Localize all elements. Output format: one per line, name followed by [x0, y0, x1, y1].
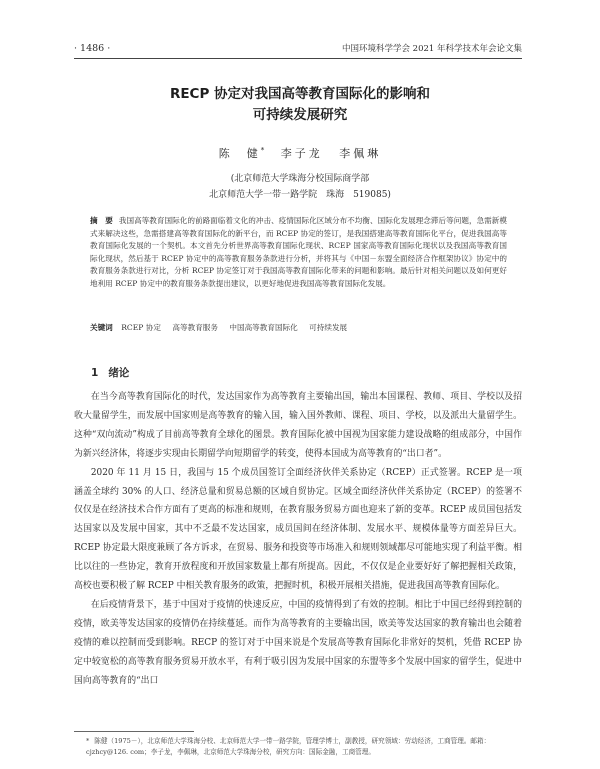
- abstract-label: 摘 要: [90, 216, 113, 225]
- paper-title-line-2: 可持续发展研究: [252, 107, 348, 123]
- page-number: · 1486 ·: [74, 43, 111, 54]
- keywords: [90, 322, 507, 334]
- keywords-label: 关键词: [90, 323, 113, 332]
- keyword: 中国高等教育国际化: [229, 323, 298, 332]
- affiliation-line-2: 北京师范大学一带一路学院 珠海 519085): [209, 190, 391, 200]
- keyword: RCEP 协定: [121, 323, 161, 332]
- running-header: [74, 41, 522, 57]
- section-heading: [91, 365, 129, 380]
- body-text: [74, 388, 522, 691]
- keyword: 可持续发展: [309, 323, 348, 332]
- abstract-text: 我国高等教育国际化的前路面临着文化的冲击、疫情国际化区域分布不均衡、国际化发展理念滞后等问题，急需新模式来解决这些，急需搭建高等教育国际化的新平台，而 RCEP 协定的签订，是我国搭建高等教育国际化平台，促进我国高等教育国际化发展的一个契机。本文首先分析世界高等教育国际化现状、RCEP 国家高等教育国际化现状以及我国高等教育国际化现状，然后基于 RCEP 协定中的高等教育服务条款进行分析，并将其与《中国－东盟全面经济合作框架协议》协定中的教育服务条款进行对比，分析 RCEP 协定签订对于我国高等教育国际化带来的问题和影响。最后针对相关问题以及如何更好地利用 RCEP 协定中的教育服务条款提出建议，以更好地促进我国高等教育国际化发展。: [90, 216, 508, 288]
- section-title: 绪论: [108, 367, 130, 379]
- abstract: [90, 215, 507, 291]
- footnote-mark: *: [86, 737, 90, 745]
- paper-title-line-1: RECP 协定对我国高等教育国际化的影响和: [169, 86, 431, 102]
- footnote: [86, 736, 520, 758]
- keyword: 高等教育服务: [172, 323, 218, 332]
- header-rule: [74, 58, 522, 59]
- footnote-text: 陈健（1975－），北京师范大学珠海分校、北京师范大学一带一路学院，管理学博士，副教授，研究领域：劳动经济，工商管理。邮箱：cjzhcy@126. com；李子龙，李佩琳，北京师范大学珠海分校，研究方向：国际金融，工商管理。: [86, 737, 491, 756]
- affiliation-line-1: (北京师范大学珠海分校国际商学部: [230, 174, 370, 184]
- author-list: [80, 145, 520, 161]
- section-number: 1: [91, 367, 99, 379]
- author-3: 李佩琳: [339, 147, 382, 160]
- author-2: 李子龙: [280, 147, 323, 160]
- journal-title: 中国环境科学学会 2021 年科学技术年会论文集: [341, 44, 522, 54]
- author-1-footnote-mark: *: [260, 146, 265, 155]
- author-1: 陈 健: [218, 147, 261, 160]
- paragraph: 在后疫情背景下，基于中国对于疫情的快速反应，中国的疫情得到了有效的控制。相比于中国已经得到控制的疫情，欧美等发达国家的疫情仍在持续蔓延。而作为高等教育的主要输出国，欧美等发达国家的教育输出也会随着疫情的难以控制而受到影响。RECP 的签订对于中国来说是个发展高等教育国际化非常好的契机，凭借 RCEP 协定中较宽松的高等教育服务贸易开放水平，有利于吸引因为发展中国家的东盟等多个发展中国家的留学生，促进中国向高等教育的“出口: [74, 599, 522, 686]
- paragraph: 在当今高等教育国际化的时代，发达国家作为高等教育主要输出国，输出本国课程、教师、项目、学校以及招收大量留学生，而发展中国家则是高等教育的输入国，输入国外教师、课程、项目、学校，以及派出大量留学生。这种“双向流动”构成了目前高等教育全球化的图景。教育国际化被中国视为国家能力建设战略的组成部分，中国作为新兴经济体，将逐步实现由长期留学向短期留学的转变，使得本国成为高等教育的“出口者”。: [74, 392, 522, 459]
- footnote-rule: [74, 731, 194, 732]
- paragraph: 2020 年 11 月 15 日，我国与 15 个成员国签订全面经济伙伴关系协定（RCEP）正式签署。RCEP 是一项涵盖全球约 30% 的人口、经济总量和贸易总额的区域自贸协定。区域全面经济伙伴关系协定（RCEP）的签署不仅仅是在经济技术合作方面有了更高的标准和规则，在教育服务贸易方面也迎来了新的变革。RCEP 成员国包括发达国家以及发展中国家，其中不乏最不发达国家，成员国间在经济体制、发展水平、规模体量等方面差异巨大。RCEP 协定最大限度兼顾了各方诉求，在贸易、服务和投资等市场准入和规则领域都尽可能地实现了利益平衡。相比以往的一些协定，教育开放程度和开放国家数量上都有所提高。因此，不仅仅是企业要好好了解把握相关政策，高校也要积极了解 RCEP 中相关教育服务的政策，把握时机，积极开展相关措施，促进我国高等教育国际化。: [74, 467, 522, 592]
